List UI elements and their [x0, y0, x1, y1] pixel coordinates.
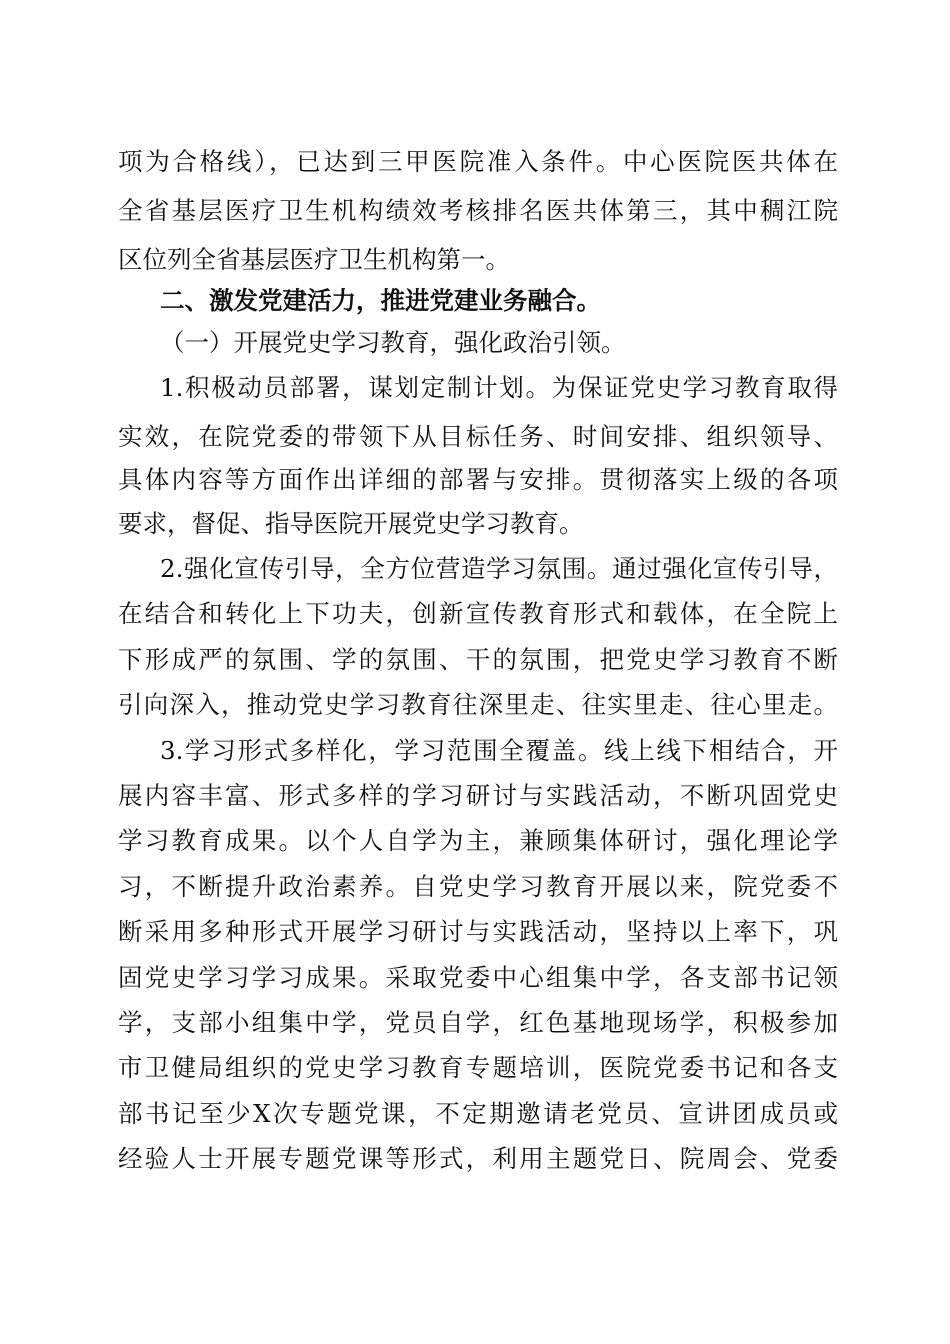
paragraph-line: 部书记至少X次专题党课，不定期邀请老党员、宣讲团成员或 [118, 1099, 838, 1128]
paragraph-line: 引向深入，推动党史学习教育往深里走、往实里走、往心里走。 [118, 690, 838, 719]
paragraph-line: 3.学习形式多样化，学习范围全覆盖。线上线下相结合，开 [160, 736, 838, 765]
paragraph-line: 断采用多种形式开展学习研讨与实践活动，坚持以上率下，巩 [118, 917, 838, 946]
paragraph-line: 习，不断提升政治素养。自党史学习教育开展以来，院党委不 [118, 872, 838, 901]
paragraph-line: 区位列全省基层医疗卫生机构第一。 [118, 245, 510, 274]
paragraph-line: 项为合格线），已达到三甲医院准入条件。中心医院医共体在 [118, 147, 838, 176]
paragraph-line: 在结合和转化上下功夫，创新宣传教育形式和载体，在全院上 [118, 599, 838, 628]
paragraph-line: 经验人士开展专题党课等形式，利用主题党日、院周会、党委 [118, 1144, 838, 1173]
paragraph-line: 学习教育成果。以个人自学为主，兼顾集体研讨，强化理论学 [118, 826, 838, 855]
paragraph-line: 具体内容等方面作出详细的部署与安排。贯彻落实上级的各项 [118, 465, 838, 494]
paragraph-line: 实效，在院党委的带领下从目标任务、时间安排、组织领导、 [118, 422, 838, 451]
paragraph-line: 要求，督促、指导医院开展党史学习教育。 [118, 509, 584, 538]
paragraph-line: 市卫健局组织的党史学习教育专题培训，医院党委书记和各支 [118, 1053, 838, 1082]
paragraph-line: 固党史学习学习成果。采取党委中心组集中学，各支部书记领 [118, 963, 838, 992]
paragraph-line: 1.积极动员部署，谋划定制计划。为保证党史学习教育取得 [160, 373, 838, 402]
paragraph-line: 全省基层医疗卫生机构绩效考核排名医共体第三，其中稠江院 [118, 196, 838, 225]
paragraph-line: 2.强化宣传引导，全方位营造学习氛围。通过强化宣传引导， [160, 554, 838, 583]
subsection-heading: （一）开展党史学习教育，强化政治引领。 [160, 328, 626, 357]
section-heading: 二、激发党建活力，推进党建业务融合。 [160, 286, 601, 315]
paragraph-line: 下形成严的氛围、学的氛围、干的氛围，把党史学习教育不断 [118, 645, 838, 674]
paragraph-line: 学，支部小组集中学，党员自学，红色基地现场学，积极参加 [118, 1008, 838, 1037]
paragraph-line: 展内容丰富、形式多样的学习研讨与实践活动，不断巩固党史 [118, 781, 838, 810]
